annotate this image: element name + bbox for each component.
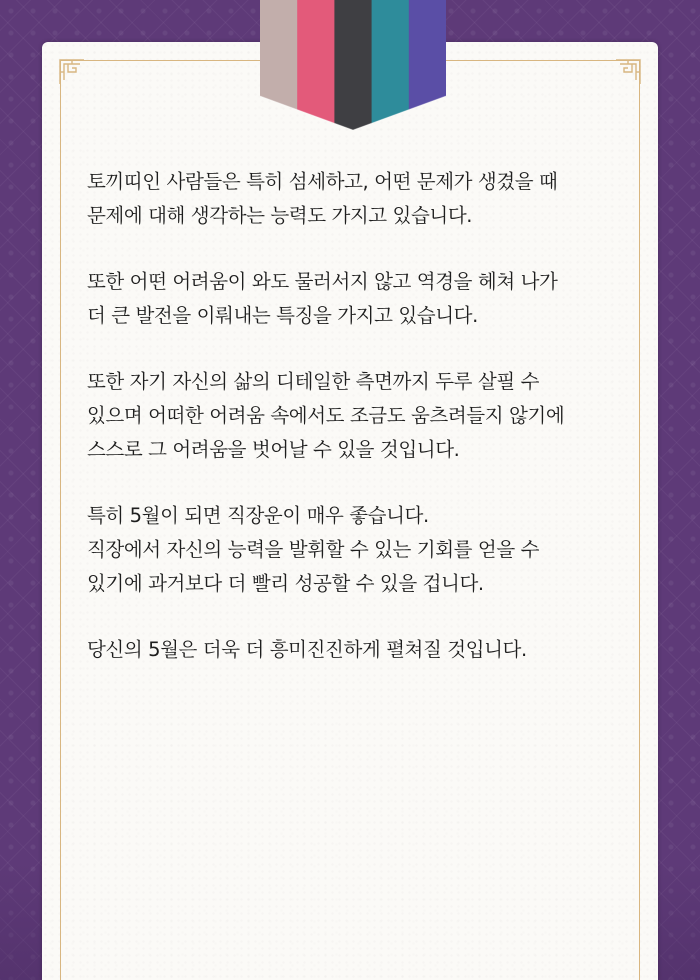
fret-corner-icon xyxy=(614,58,642,86)
paragraph-perseverance: 또한 어떤 어려움이 와도 물러서지 않고 역경을 헤쳐 나가 더 큰 발전을 이뤄내는 특징을 가지고 있습니다. xyxy=(87,270,558,327)
paragraph-personality: 토끼띠인 사람들은 특히 섬세하고, 어떤 문제가 생겼을 때 문제에 대해 생각하는 능력도 가지고 있습니다. xyxy=(87,170,558,227)
fortune-text xyxy=(87,165,647,699)
ribbon-stripe xyxy=(334,0,372,132)
fret-corner-icon xyxy=(58,58,86,86)
paragraph-career-luck: 특히 5월이 되면 직장운이 매우 좋습니다. 직장에서 자신의 능력을 발휘할 수 있는 기회를 얻을 수 있기에 과거보다 더 빨리 성공할 수 있을 겁니다. xyxy=(87,504,540,595)
ribbon-stripe xyxy=(372,0,410,132)
ribbon-stripe xyxy=(260,0,298,132)
paragraph-resilience: 또한 자기 자신의 삶의 디테일한 측면까지 두루 살필 수 있으며 어떠한 어려움 속에서도 조금도 움츠려들지 않기에 스스로 그 어려움을 벗어날 수 있을 것입니다. xyxy=(87,370,565,461)
paragraph-closing: 당신의 5월은 더욱 더 흥미진진하게 펼쳐질 것입니다. xyxy=(87,638,527,661)
color-ribbon-banner xyxy=(260,0,446,132)
ribbon-stripe xyxy=(297,0,335,132)
ribbon-stripe xyxy=(409,0,446,132)
